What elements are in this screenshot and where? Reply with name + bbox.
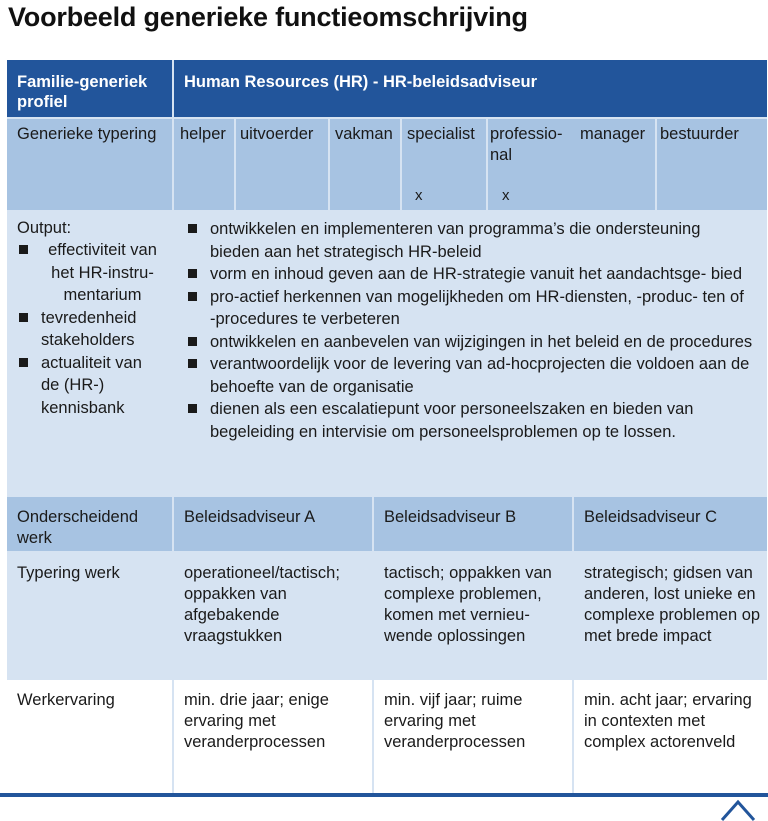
task-item: verantwoordelijk voor de levering van ad-hocprojecten die voldoen aan de behoefte van de organisatie <box>186 353 753 398</box>
output-label: Output: <box>17 219 72 237</box>
task-item: vorm en inhoud geven aan de HR-strategie vanuit het aandachtsge- bied <box>186 263 753 286</box>
task-item: dienen als een escalatiepunt voor personeelszaken en bieden van begeleiding en intervisie om personeelsproblemen op te lossen. <box>186 398 753 443</box>
header-family-label: Familie-generiek profiel <box>7 60 172 117</box>
typering-werk-b: tactisch; oppakken van complexe problemen, komen met vernieu- wende oplossingen <box>374 553 572 678</box>
page-title: Voorbeeld generieke functieomschrijving <box>8 2 528 32</box>
output-item: tevredenheid stakeholders <box>17 307 164 352</box>
typering-label: Generieke typering <box>7 119 172 210</box>
header-function-title: Human Resources (HR) - HR-beleidsadviseur <box>174 60 767 117</box>
level-vakman: vakman <box>330 119 400 210</box>
function-table <box>7 60 767 793</box>
column-header-b: Beleidsadviseur B <box>374 497 572 551</box>
level-professional: professio- nal <box>490 125 563 164</box>
tasks-cell <box>174 212 767 495</box>
typering-werk-label: Typering werk <box>7 553 172 678</box>
column-header-a: Beleidsadviseur A <box>174 497 372 551</box>
task-item: ontwikkelen en aanbevelen van wijzigingen in het beleid en de procedures <box>186 331 753 354</box>
werkervaring-a: min. drie jaar; enige ervaring met veranderprocessen <box>174 680 372 793</box>
onderscheidend-label: Onderscheidend werk <box>7 497 172 551</box>
chevron-up-icon <box>718 797 758 821</box>
output-cell <box>7 212 172 495</box>
divider <box>372 680 374 793</box>
level-mark: x <box>415 187 423 204</box>
typering-werk-a: operationeel/tactisch; oppakken van afgebakende vraagstukken <box>174 553 372 678</box>
output-list <box>17 239 164 419</box>
level-helper: helper <box>174 119 234 210</box>
task-item: ontwikkelen en implementeren van programma’s die ondersteuning bieden aan het strategisch HR-beleid <box>186 218 753 263</box>
output-item: actualiteit van de (HR-) kennisbank <box>17 352 164 420</box>
werkervaring-c: min. acht jaar; ervaring in contexten met complex actorenveld <box>574 680 767 793</box>
level-professional-manager <box>488 119 655 210</box>
werkervaring-label: Werkervaring <box>7 680 172 793</box>
divider <box>172 680 174 793</box>
level-specialist: specialist x <box>402 119 486 210</box>
bottom-rule <box>0 793 768 797</box>
output-item: effectiviteit van het HR-instru- mentarium <box>17 239 164 307</box>
typering-werk-c: strategisch; gidsen van anderen, lost unieke en complexe problemen op met brede impact <box>574 553 767 678</box>
werkervaring-b: min. vijf jaar; ruime ervaring met veranderprocessen <box>374 680 572 793</box>
tasks-list <box>186 218 753 443</box>
level-bestuurder: bestuurder <box>657 119 767 210</box>
level-mark: x <box>502 187 510 204</box>
column-header-c: Beleidsadviseur C <box>574 497 767 551</box>
level-manager: manager <box>580 125 646 143</box>
divider <box>572 680 574 793</box>
task-item: pro-actief herkennen van mogelijkheden om HR-diensten, -produc- ten of -procedures te verbeteren <box>186 286 753 331</box>
level-uitvoerder: uitvoerder <box>236 119 328 210</box>
